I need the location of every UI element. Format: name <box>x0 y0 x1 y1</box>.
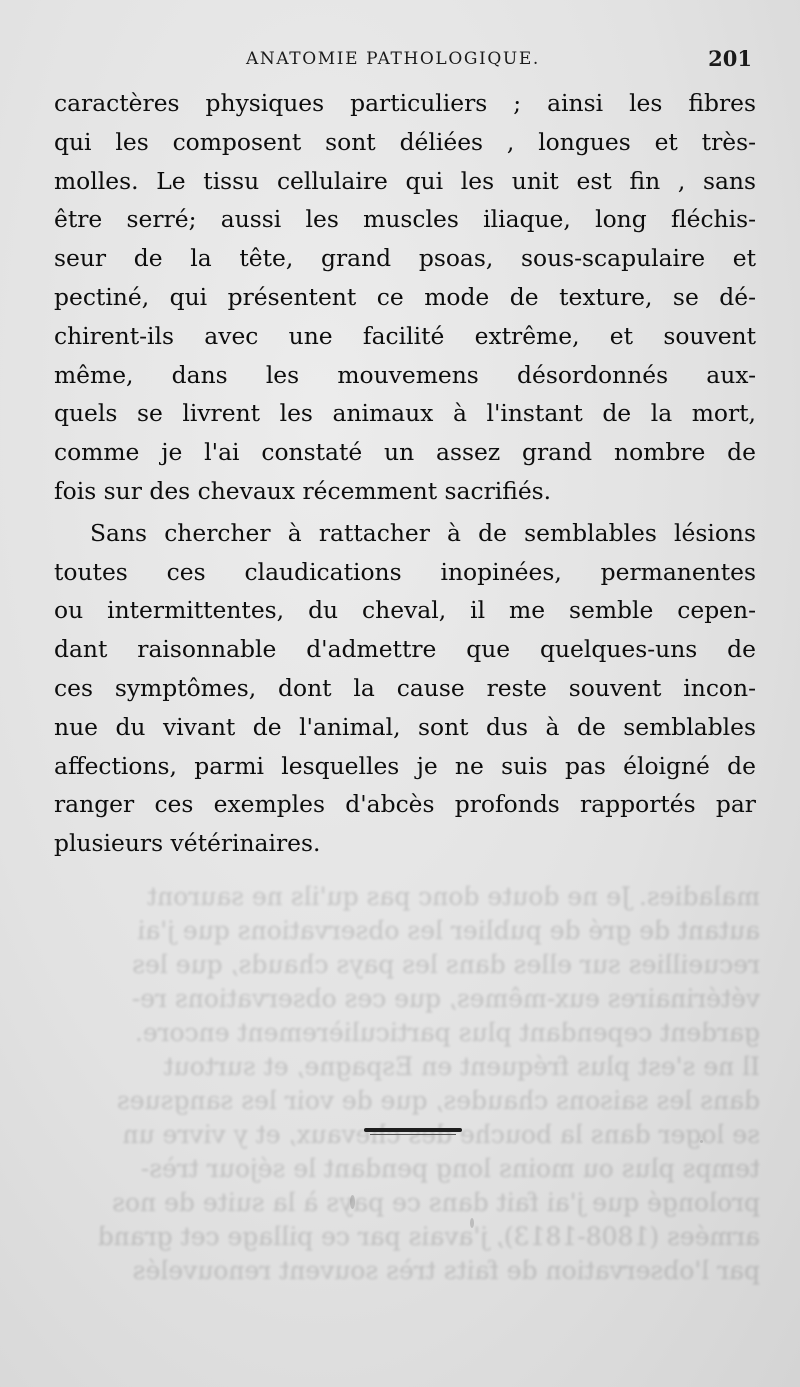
text-line: comme je l'ai constaté un assez grand nombre de <box>54 438 756 467</box>
text-line: ranger ces exemples d'abcès profonds rapportés par <box>54 790 756 819</box>
text-line: qui les composent sont déliées , longues et très- <box>54 127 756 156</box>
section-divider <box>364 1128 462 1132</box>
running-title: ANATOMIE PATHOLOGIQUE. <box>246 49 540 69</box>
ink-speck <box>470 1218 474 1228</box>
text-line: être serré; aussi les muscles iliaque, long fléchis- <box>54 205 756 234</box>
text-line: même, dans les mouvemens désordonnés aux- <box>54 360 756 389</box>
text-line: fois sur des chevaux récemment sacrifiés. <box>54 476 552 505</box>
page-number: 201 <box>708 46 752 71</box>
text-line: quels se livrent les animaux à l'instant de la mort, <box>54 399 756 428</box>
ink-speck <box>350 1195 355 1209</box>
paragraph-1 <box>54 84 756 511</box>
show-through-text: maladies. Je ne doute donc pas qu'ils ne sauront autant de gré de publier les observations que j'ai recueillies sur elles dans les pays chauds, que les vétérinaires eux-mêmes, que ces observations re- gardent cependant plus particulièrement encore. Il ne s'est plus fréquent en Espagne, et surtout dans les saisons chaudes, que de voir les sangsues se loger dans la bouche chevaux, et y vivre un temps plus ou moins long pendant le séjour très- prolongé que j'ai fait dans ce pays à la suite de nos armées (1808-1813), j'avais par ce pillage cet grand par l'observation de faits très souvent renouvelés <box>97 882 760 1285</box>
text-line: Sans chercher à rattacher à de semblables lésions <box>90 518 756 547</box>
text-line: caractères physiques particuliers ; ainsi les fibres <box>54 89 756 117</box>
page-header <box>60 44 760 80</box>
section-divider-underline <box>370 1134 456 1135</box>
text-line: chirent-ils avec une facilité extrême, et souvent <box>54 321 756 350</box>
text-line: toutes ces claudications inopinées, permanentes <box>54 557 756 586</box>
text-line: seur de la tête, grand psoas, sous-scapulaire et <box>54 244 756 273</box>
paragraph-2 <box>54 514 756 863</box>
text-line: affections, parmi lesquelles je ne suis pas éloigné de <box>54 751 756 780</box>
text-line: nue du vivant de l'animal, sont dus à de semblables <box>54 712 756 741</box>
text-line: pectiné, qui présentent ce mode de texture, se dé- <box>54 282 756 311</box>
ink-speck <box>700 1140 703 1143</box>
text-line: ou intermittentes, du cheval, il me semble cepen- <box>54 596 756 625</box>
text-line: dant raisonnable d'admettre que quelques-uns de <box>54 635 756 664</box>
text-line: plusieurs vétérinaires. <box>54 829 321 858</box>
text-line: molles. Le tissu cellulaire qui les unit est fin , sans <box>54 166 756 195</box>
body-text <box>54 84 756 863</box>
text-line: ces symptômes, dont la cause reste souvent incon- <box>54 673 756 702</box>
